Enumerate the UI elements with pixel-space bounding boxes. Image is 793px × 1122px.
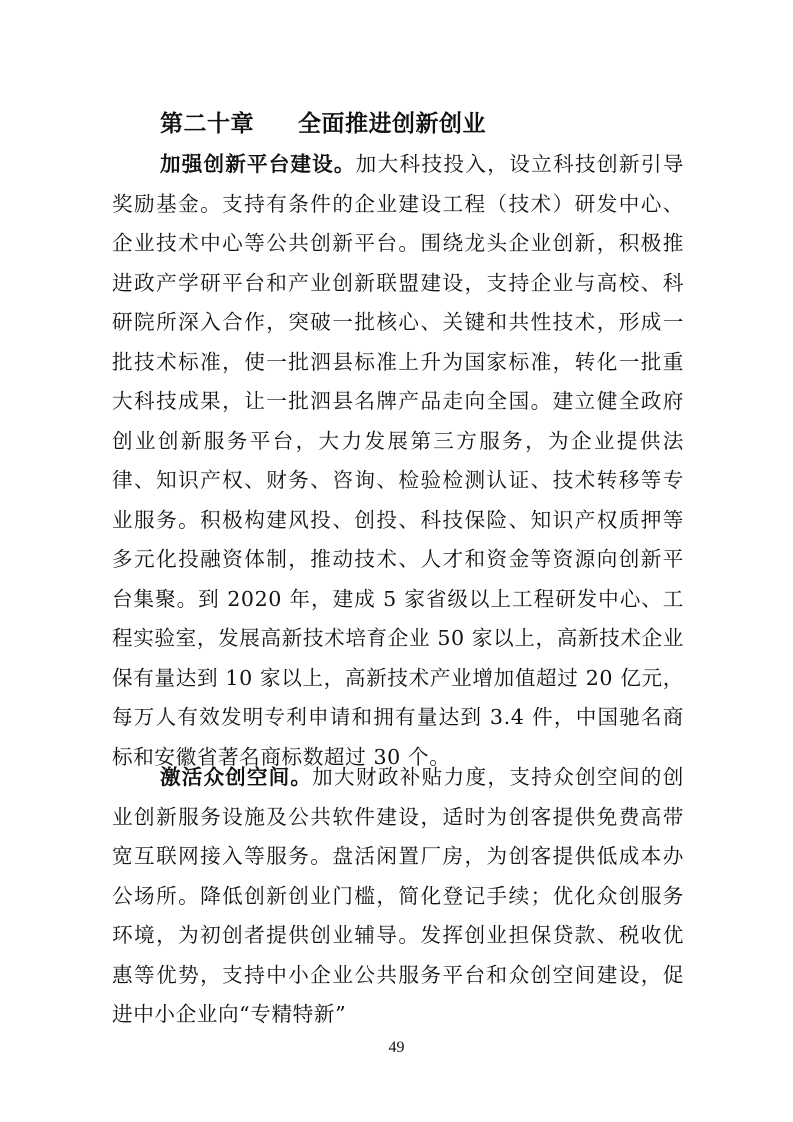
chapter-heading bbox=[160, 104, 486, 144]
chapter-title: 全面推进创新创业 bbox=[298, 111, 486, 137]
paragraph-innovation-platform bbox=[112, 145, 684, 777]
paragraph-lead: 激活众创空间。 bbox=[160, 765, 313, 789]
paragraph-body: 加大科技投入，设立科技创新引导奖励基金。支持有条件的企业建设工程（技术）研发中心、企业技术中心等公共创新平台。围绕龙头企业创新，积极推进政产学研平台和产业创新联盟建设，支持企业与高校、科研院所深入合作，突破一批核心、关键和共性技术，形成一批技术标准，使一批泗县标准上升为国家标准，转化一批重大科技成果，让一批泗县名牌产品走向全国。建立健全政府创业创新服务平台，大力发展第三方服务，为企业提供法律、知识产权、财务、咨询、检验检测认证、技术转移等专业服务。积极构建风投、创投、科技保险、知识产权质押等多元化投融资体制，推动技术、人才和资金等资源向创新平台集聚。到 2020 年，建成 5 家省级以上工程研发中心、工程实验室，发展高新技术培育企业 50 家以上，高新技术企业保有量达到 10 家以上，高新技术产业增加值超过 20 亿元，每万人有效发明专利申请和拥有量达到 3.4 件，中国驰名商标和安徽省著名商标数超过 30 个。 bbox=[112, 152, 684, 769]
paragraph-body: 加大财政补贴力度，支持众创空间的创业创新服务设施及公共软件建设，适时为创客提供免费高带宽互联网接入等服务。盘活闲置厂房，为创客提供低成本办公场所。降低创新创业门槛，简化登记手续；优化众创服务环境，为初创者提供创业辅导。发挥创业担保贷款、税收优惠等优势，支持中小企业公共服务平台和众创空间建设，促进中小企业向“专精特新” bbox=[112, 765, 684, 1026]
paragraph-maker-space bbox=[112, 758, 684, 1035]
chapter-number: 第二十章 bbox=[160, 111, 254, 137]
page-number: 49 bbox=[388, 1039, 405, 1056]
paragraph-lead: 加强创新平台建设。 bbox=[160, 152, 356, 176]
